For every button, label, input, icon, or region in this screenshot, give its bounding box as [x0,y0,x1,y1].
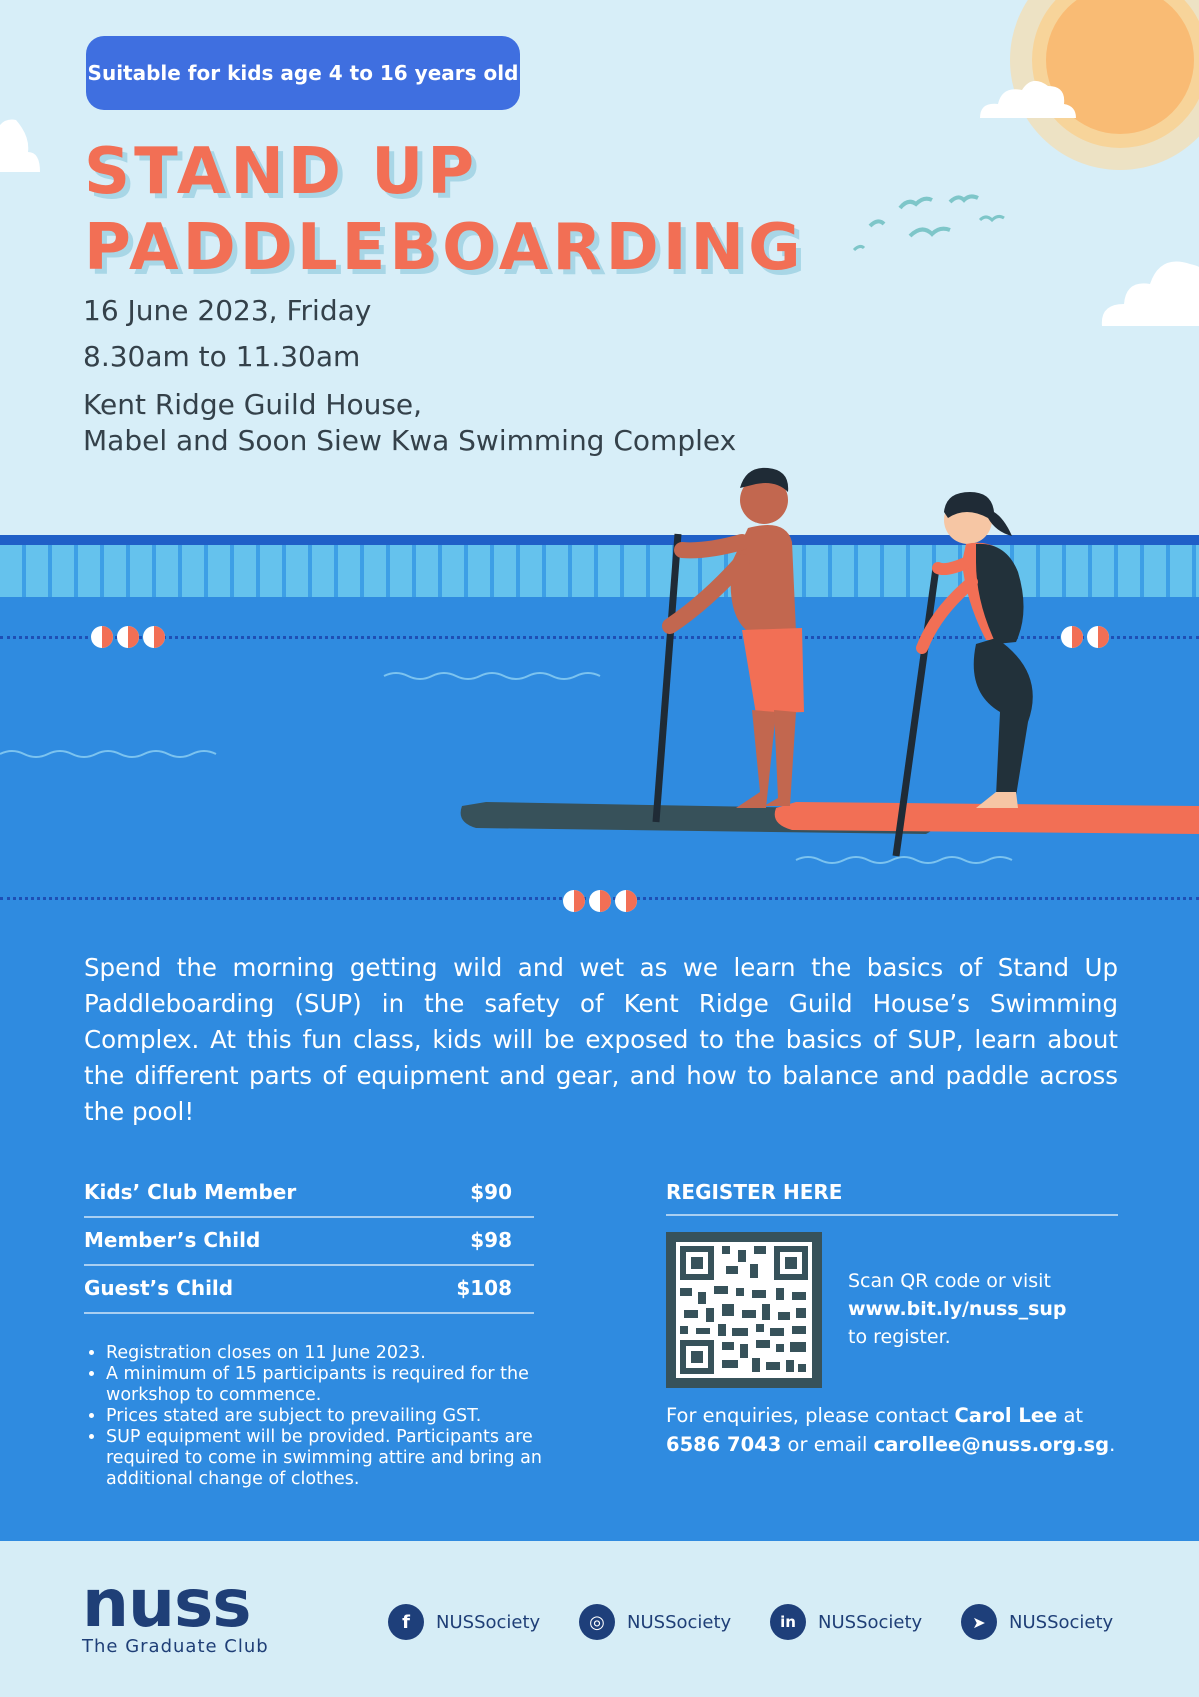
cloud-icon [978,72,1078,122]
social-link-linkedin[interactable] [770,1604,922,1640]
qr-code-icon[interactable] [666,1232,822,1388]
event-description: Spend the morning getting wild and wet as we learn the basics of Stand Up Paddleboarding (SUP) in the safety of Kent Ridge Guild House’s Swimming Complex. At this fun class, kids will be exposed to the basics of SUP, learn about the different parts of equipment and gear, and how to balance and paddle across the pool! [84,953,1118,1126]
price-label: Guest’s Child [84,1276,234,1300]
social-link-instagram[interactable] [579,1604,731,1640]
price-value: $108 [456,1276,512,1300]
enquiry-prefix: For enquiries, please contact [666,1404,955,1427]
notes-list [84,1343,566,1490]
register-heading: REGISTER HERE [666,1180,1118,1216]
price-label: Kids’ Club Member [84,1180,297,1204]
enquiry-suffix: . [1109,1433,1116,1456]
price-row [84,1170,534,1218]
cloud-icon [0,96,70,176]
contact-name: Carol Lee [954,1404,1058,1427]
price-row [84,1218,534,1266]
register-url-link[interactable]: www.bit.ly/nuss_sup [848,1298,1067,1320]
note-item: • SUP equipment will be provided. Participants are required to come in swimming attire and bring an additional change of clothes. [106,1427,566,1490]
scan-text: Scan QR code or visit [848,1270,1051,1292]
age-badge: Suitable for kids age 4 to 16 years old [86,36,520,110]
facebook-icon: f [388,1604,424,1640]
social-label: NUSSociety [818,1611,923,1633]
qr-code-graphic [666,1232,822,1388]
social-link-telegram[interactable] [961,1604,1113,1640]
note-item: • Prices stated are subject to prevailing GST. [106,1406,566,1427]
logo-text: nuss [82,1565,251,1642]
lane-float-icon [90,624,166,650]
social-label: NUSSociety [1009,1611,1114,1633]
price-row [84,1266,534,1314]
enquiry-text [666,1401,1126,1459]
event-venue-line-2: Mabel and Soon Siew Kwa Swimming Complex [83,424,737,457]
instagram-icon: ◎ [579,1604,615,1640]
title-line-2: PADDLEBOARDING [84,211,805,285]
scan-text-end: to register. [848,1326,951,1348]
event-date: 16 June 2023, Friday [83,294,372,327]
price-label: Member’s Child [84,1228,261,1252]
paddleboarders-illustration [456,462,1199,862]
logo-subtitle: The Graduate Club [82,1636,269,1657]
price-value: $98 [470,1228,512,1252]
enquiry-mid: at [1057,1404,1084,1427]
telegram-icon: ➤ [961,1604,997,1640]
linkedin-icon: in [770,1604,806,1640]
price-value: $90 [470,1180,512,1204]
register-instructions [848,1267,1067,1351]
cloud-icon [1100,244,1199,329]
event-time: 8.30am to 11.30am [83,340,361,373]
social-link-facebook[interactable] [388,1604,540,1640]
social-label: NUSSociety [436,1611,541,1633]
social-label: NUSSociety [627,1611,732,1633]
contact-phone[interactable]: 6586 7043 [666,1433,782,1456]
page-title [84,134,805,286]
contact-email-link[interactable]: carollee@nuss.org.sg [873,1433,1110,1456]
note-item: • Registration closes on 11 June 2023. [106,1343,566,1364]
event-venue-line-1: Kent Ridge Guild House, [83,388,423,421]
birds-icon [850,190,1010,260]
title-line-1: STAND UP [84,135,479,209]
lane-float-icon [562,888,638,914]
nuss-logo[interactable] [82,1565,269,1657]
note-item: • A minimum of 15 participants is required for the workshop to commence. [106,1364,566,1406]
enquiry-mid2: or email [781,1433,874,1456]
